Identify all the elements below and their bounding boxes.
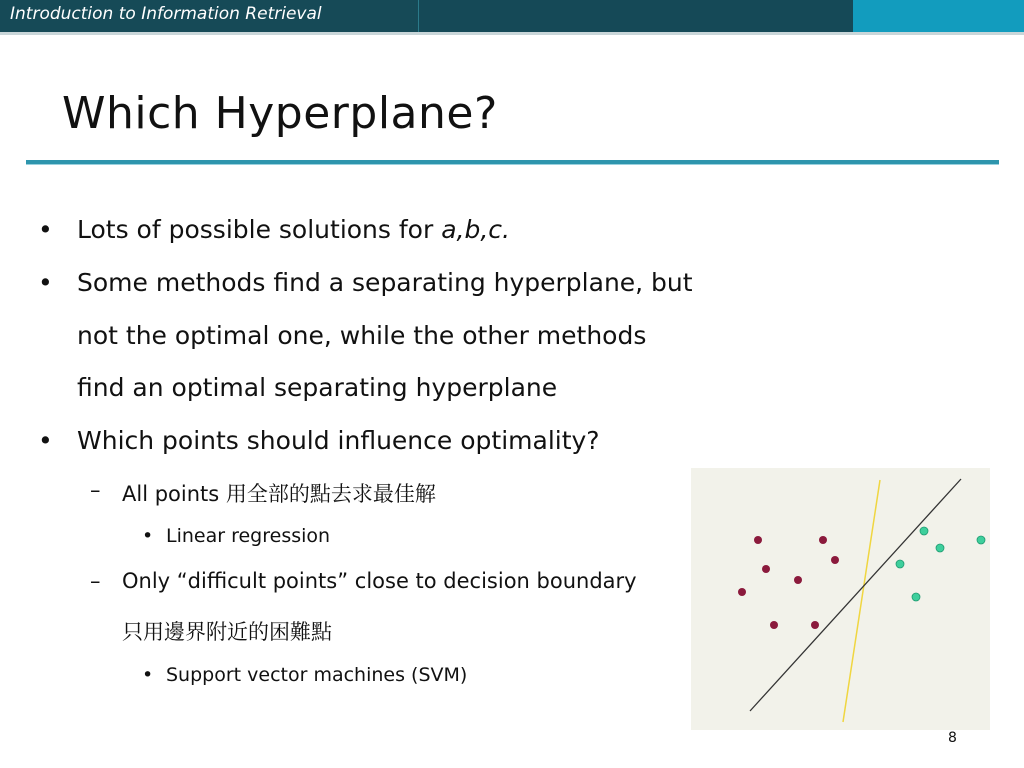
green-point (920, 527, 928, 535)
black-hyperplane (750, 479, 961, 711)
green-point (936, 544, 944, 552)
page-number: 8 (948, 730, 957, 746)
bullet-icon: • (38, 426, 53, 455)
red-point (794, 576, 802, 584)
red-point (811, 621, 819, 629)
dash-icon: – (90, 569, 101, 593)
green-point (912, 593, 920, 601)
green-point (896, 560, 904, 568)
green-point (977, 536, 985, 544)
bullet-2-line-3: find an optimal separating hyperplane (77, 373, 558, 402)
red-point (754, 536, 762, 544)
bullet-2-line-1: Some methods find a separating hyperplane, but (77, 268, 693, 297)
sub-bullet-1: All points 用全部的點去求最佳解 (122, 482, 436, 506)
bullet-1 (77, 215, 510, 244)
sub-sub-bullet-2: Support vector machines (SVM) (166, 664, 468, 686)
bullet-icon: • (142, 525, 154, 547)
red-point (831, 556, 839, 564)
yellow-hyperplane (843, 480, 880, 722)
hyperplane-figure (691, 468, 990, 730)
bullet-icon: • (38, 268, 53, 297)
bullet-2-line-2: not the optimal one, while the other methods (77, 321, 647, 350)
hyperplane-plot (691, 468, 990, 730)
sub-bullet-2-line-2: 只用邊界附近的困難點 (122, 620, 332, 644)
red-point (819, 536, 827, 544)
slide-title: Which Hyperplane? (62, 88, 498, 139)
bullet-1-text: Lots of possible solutions for (77, 215, 442, 244)
dash-icon: – (90, 478, 101, 502)
bullet-3: Which points should influence optimality? (77, 426, 600, 455)
bullet-icon: • (142, 664, 154, 686)
bullet-1-italic: a,b,c. (441, 215, 510, 244)
bullet-icon: • (38, 215, 53, 244)
sub-sub-bullet-1: Linear regression (166, 525, 331, 547)
red-point (770, 621, 778, 629)
red-point (738, 588, 746, 596)
course-title: Introduction to Information Retrieval (10, 4, 322, 24)
red-point (762, 565, 770, 573)
sub-bullet-2-line-1: Only “difficult points” close to decision boundary (122, 569, 637, 593)
